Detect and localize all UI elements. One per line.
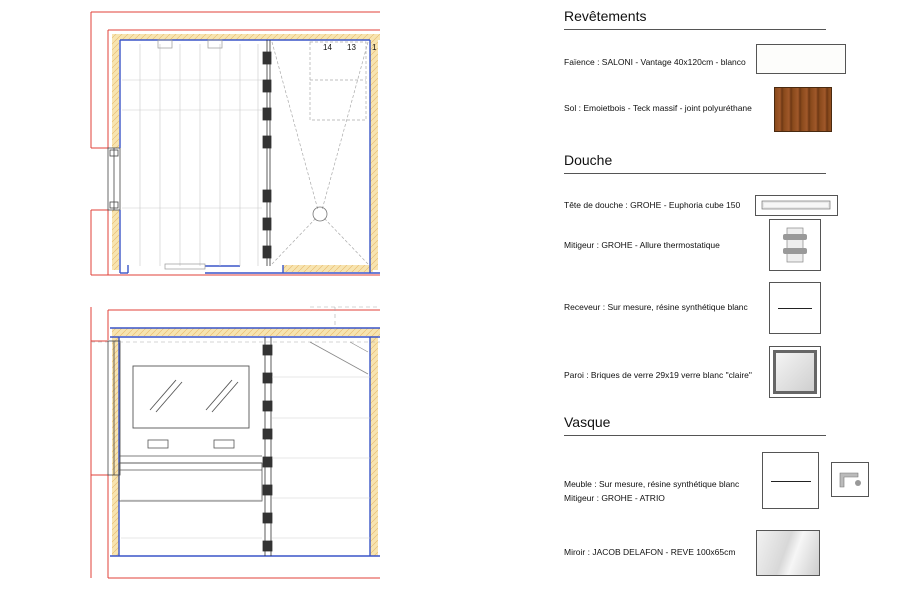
section-divider xyxy=(564,435,826,436)
item-paroi: Paroi : Briques de verre 29x19 verre blanc "claire" xyxy=(564,370,752,380)
plan-label-1: 1 xyxy=(372,43,377,52)
floor-plan-drawings xyxy=(0,0,400,611)
teak-floor-swatch xyxy=(774,87,832,132)
thermostatic-mixer-image xyxy=(769,219,821,271)
item-sol: Sol : Emoietbois - Teck massif - joint polyuréthane xyxy=(564,103,752,113)
glass-brick-icon xyxy=(773,350,817,394)
tray-line-icon xyxy=(778,308,812,309)
item-receveur: Receveur : Sur mesure, résine synthétique blanc xyxy=(564,302,748,312)
section-title-vasque: Vasque xyxy=(564,414,611,430)
item-faience: Faïence : SALONI - Vantage 40x120cm - blanco xyxy=(564,57,746,67)
item-mitigeur-douche: Mitigeur : GROHE - Allure thermostatique xyxy=(564,240,720,250)
basin-mixer-image xyxy=(831,462,869,497)
mirror-image xyxy=(756,530,820,576)
mixer-icon xyxy=(770,220,820,270)
section-divider xyxy=(564,173,826,174)
item-meuble: Meuble : Sur mesure, résine synthétique blanc xyxy=(564,479,740,489)
faucet-icon xyxy=(832,463,868,496)
item-tete-douche: Tête de douche : GROHE - Euphoria cube 150 xyxy=(564,200,741,210)
plan-label-13: 13 xyxy=(347,43,356,52)
item-miroir: Miroir : JACOB DELAFON - REVE 100x65cm xyxy=(564,547,736,557)
shower-head-icon xyxy=(756,196,837,215)
item-mitigeur-vasque: Mitigeur : GROHE - ATRIO xyxy=(564,493,665,503)
shower-tray-image xyxy=(769,282,821,334)
bottom-elevation xyxy=(91,307,380,578)
glass-brick-image xyxy=(769,346,821,398)
plan-label-14: 14 xyxy=(323,43,332,52)
shower-head-image xyxy=(755,195,838,216)
top-plan xyxy=(91,12,380,275)
section-title-douche: Douche xyxy=(564,152,613,168)
vanity-line-icon xyxy=(771,481,811,482)
section-title-revetements: Revêtements xyxy=(564,8,647,24)
section-divider xyxy=(564,29,826,30)
faience-tile-swatch xyxy=(756,44,846,74)
vanity-unit-image xyxy=(762,452,819,509)
